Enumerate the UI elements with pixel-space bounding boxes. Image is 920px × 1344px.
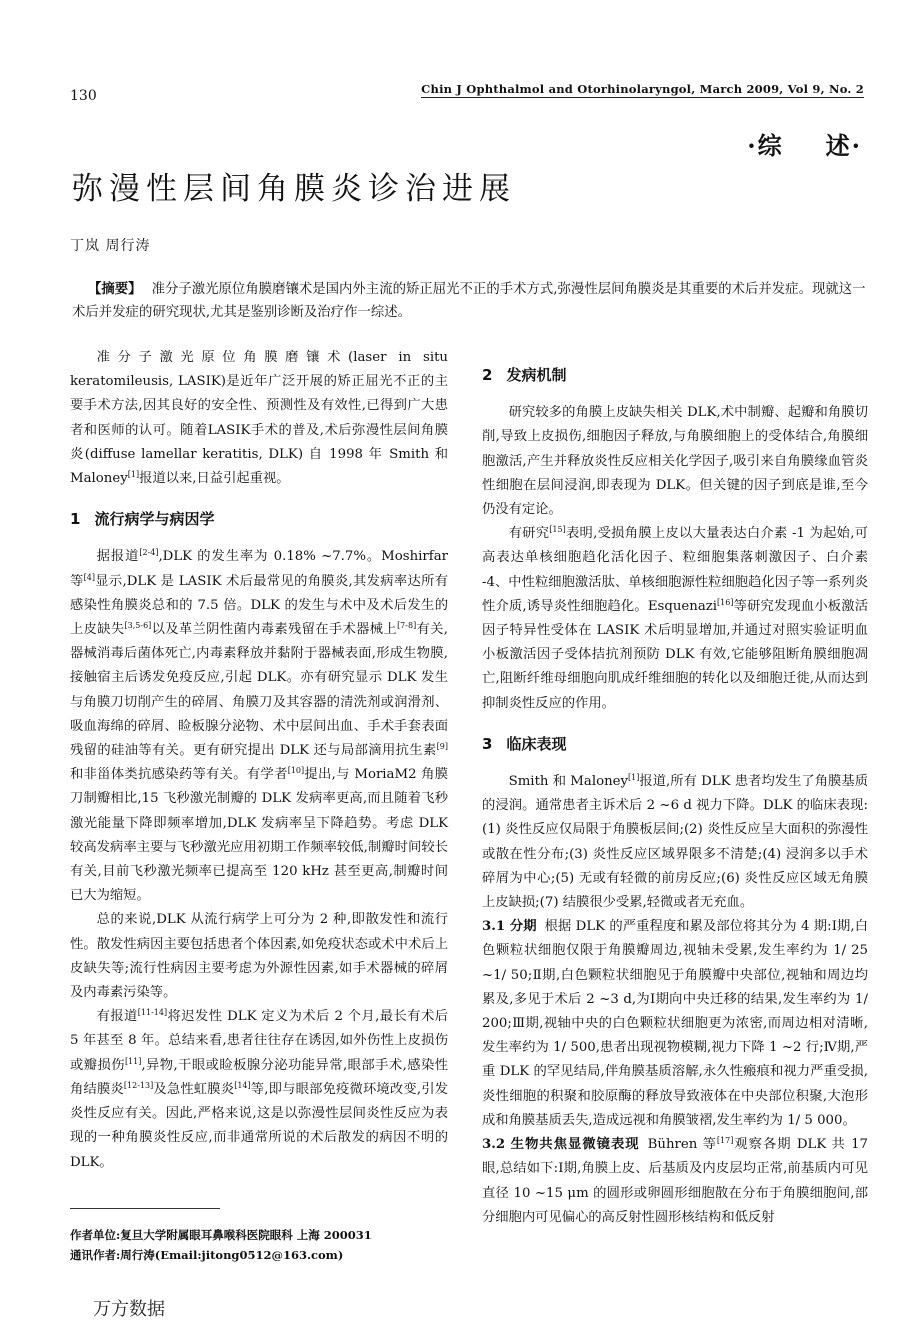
page-number: 130 <box>70 88 97 104</box>
citation: [1] <box>127 470 140 480</box>
abstract-label: 【摘要】 <box>88 281 142 297</box>
body-paragraph: 总的来说,DLK 从流行病学上可分为 2 种,即散发性和流行性。散发性病因主要包括患者个体因素,如免疫状态或术中术后上皮缺失等;流行性病因主要考虑为外源性因素,如手术器械的碎屑及内毒素污染等。 <box>70 912 448 1001</box>
body-paragraph: Smith 和 Maloney[1]报道,所有 DLK 患者均发生了角膜基质的浸润。通常患者主诉术后 2 ~6 d 视力下降。DLK 的临床表现:(1) 炎性反应仅局限于角膜板层间;(2) 炎性反应呈大面积的弥漫性或散在性分布;(3) 炎性反应区域界限多不清楚;(4) 浸润多以手术碎屑为中心;(5) 无或有轻微的前房反应;(6) 炎性反应区域无角膜上皮缺损;(7) 结膜很少受累,轻微或者无充血。 <box>482 773 868 911</box>
citation: [3,5-6] <box>124 621 152 631</box>
section-heading-1: 1 流行病学与病因学 <box>70 510 215 529</box>
citation: [15] <box>549 525 566 535</box>
citation: [10] <box>287 766 305 776</box>
citation: [11] <box>124 1056 142 1066</box>
article-title: 弥漫性层间角膜炎诊治进展 <box>72 171 516 207</box>
footnote-divider <box>70 1208 220 1209</box>
authors: 丁岚 周行涛 <box>70 238 151 254</box>
watermark: 万方数据 <box>93 1299 165 1320</box>
citation: [4] <box>83 572 95 582</box>
body-paragraph: 有报道[11-14]将迟发性 DLK 定义为术后 2 个月,最长有术后 5 年甚至 8 年。总结来看,患者往往存在诱因,如外伤性上皮损伤或瓣损伤[11],异物,干眼或睑板腺分泌功能异常,眼部手术,感染性角结膜炎[12-13]及急性虹膜炎[14]等,即与眼部免疫微环境改变,引发炎性反应有关。因此,严格来说,这是以弥漫性层间炎性反应为表现的一种角膜炎性反应,而非通常所说的术后散发的病因不明的 DLK。 <box>70 1008 449 1170</box>
correspondence-footnote: 通讯作者:周行涛(Email:jitong0512@163.com) <box>70 1248 344 1262</box>
subsection-heading: 3.2 生物共焦显微镜表现 <box>482 1137 640 1153</box>
citation: [2-4] <box>139 548 159 558</box>
abstract-text: 准分子激光原位角膜磨镶术是国内外主流的矫正屈光不正的手术方式,弥漫性层间角膜炎是其重要的术后并发症。现就这一术后并发症的研究现状,尤其是鉴别诊断及治疗作一综述。 <box>72 282 866 320</box>
citation: [12-13] <box>123 1080 154 1090</box>
body-paragraph: 据报道[2-4],DLK 的发生率为 0.18% ~7.7%。Moshirfar 等[4]显示,DLK 是 LASIK 术后最常见的角膜炎,其发病率达所有感染性角膜炎总和的 7.5 倍。DLK 的发生与术中及术后发生的上皮缺失[3,5-6]以及革兰阴性菌内毒素残留在手术器械上[7-8]有关,器械消毒后菌体死亡,内毒素释放并黏附于器械表面,形成生物膜,接触宿主后诱发免疫反应,引起 DLK。亦有研究显示 DLK 发生与角膜刀切削产生的碎屑、角膜刀及其容器的清洗剂或润滑剂、吸血海绵的碎屑、睑板腺分泌物、术中层间出血、手术手套表面残留的硅油等有关。更有研究提出 DLK 还与局部滴用抗生素[9]和非甾体类抗感染药等有关。有学者[10]提出,与 MoriaM2 角膜刀制瓣相比,15 飞秒激光制瓣的 DLK 发病率更高,而且随着飞秒激光能量下降即频率增加,DLK 发病率呈下降趋势。考虑 DLK 较高发病率主要与飞秒激光应用初期工作频率较低,制瓣时间较长有关,目前飞秒激光频率已提高至 120 kHz 甚至更高,制瓣时间已大为缩短。 <box>70 548 449 904</box>
citation: [9] <box>436 742 448 752</box>
citation: [1] <box>628 773 640 783</box>
section-heading-2: 2 发病机制 <box>482 366 567 384</box>
left-column <box>70 346 448 1175</box>
citation: [11-14] <box>137 1008 168 1018</box>
subsection-paragraph: 3.1 分期 根据 DLK 的严重程度和累及部位将其分为 4 期:Ⅰ期,白色颗粒状细胞仅限于角膜瓣周边,视轴未受累,发生率约为 1/ 25 ~1/ 50;Ⅱ期,白色颗粒状细胞见于角膜瓣中央部位,视轴和周边均累及,多见于术后 2 ~3 d,为Ⅰ期向中央迁移的结果,发生率约为 1/ 200;Ⅲ期,视轴中央的白色颗粒状细胞更为浓密,而周边相对清晰,发生率约为 1/ 500,患者出现视物模糊,视力下降 1 ~2 行;Ⅳ期,严重 DLK 的罕见结局,伴角膜基质溶解,永久性瘢痕和视力严重受损,炎性细胞的积聚和胶原酶的释放导致液体在中央部位积聚,大泡形成和角膜基质丢失,造成远视和角膜皱褶,发生率约为 1/ 5 000。 <box>482 919 869 1128</box>
body-paragraph: 研究较多的角膜上皮缺失相关 DLK,术中制瓣、起瓣和角膜切削,导致上皮损伤,细胞因子释放,与角膜细胞上的受体结合,角膜细胞激活,产生并释放炎性反应相关化学因子,吸引来自角膜缘血管炎性细胞在层间浸润,即表现为 DLK。但关键的因子到底是谁,至今仍没有定论。 <box>482 405 868 518</box>
affiliation-footnote: 作者单位:复旦大学附属眼耳鼻喉科医院眼科 上海 200031 <box>70 1228 372 1242</box>
section-heading-3: 3 临床表现 <box>482 734 567 753</box>
column-label-right: 述· <box>825 131 862 160</box>
abstract <box>72 278 872 324</box>
subsection-heading: 3.1 分期 <box>482 919 537 935</box>
journal-header: Chin J Ophthalmol and Otorhinolaryngol, March 2009, Vol 9, No. 2 <box>421 82 864 96</box>
right-column <box>482 363 868 1230</box>
subsection-paragraph: 3.2 生物共焦显微镜表现 Bühren 等[17]观察各期 DLK 共 17 眼,总结如下:Ⅰ期,角膜上皮、后基质及内皮层均正常,前基质内可见直径 10 ~15 μm 的圆形或卵圆形细胞散在分布于角膜细胞间,部分细胞内可见偏心的高反射性圆形核结构和低反射 <box>482 1136 869 1225</box>
column-label-left: ·综 <box>747 131 784 160</box>
citation: [17] <box>716 1136 734 1146</box>
column-label <box>747 126 862 161</box>
citation: [16] <box>717 597 734 607</box>
body-paragraph: 有研究[15]表明,受损角膜上皮以大量表达白介素 -1 为起始,可高表达单核细胞趋化活化因子、粒细胞集落刺激因子、白介素 -4、中性粒细胞激活肽、单核细胞源性粒细胞趋化因子等一系列炎性介质,诱导炎性细胞趋化。Esquenazi[16]等研究发现血小板激活因子特异性受体在 LASIK 术后明显增加,并通过对照实验证明血小板激活因子受体拮抗剂预防 DLK 有效,它能够阻断角膜细胞凋亡,阻断纤维母细胞向肌成纤维细胞的转化以及细胞迁徙,从而达到抑制炎性反应的作用。 <box>482 525 869 711</box>
intro-paragraph: 准分子激光原位角膜磨镶术(laser in situ keratomileusis, LASIK)是近年广泛开展的矫正屈光不正的主要手术方法,因其良好的安全性、预测性及有效性,已得到广大患者和医师的认可。随着LASIK手术的普及,术后弥漫性层间角膜炎(diffuse lamellar keratitis, DLK) 自 1998 年 Smith 和 Maloney[1]报道以来,日益引起重视。 <box>70 350 448 487</box>
citation: [14] <box>234 1080 251 1090</box>
citation: [7-8] <box>397 621 417 631</box>
